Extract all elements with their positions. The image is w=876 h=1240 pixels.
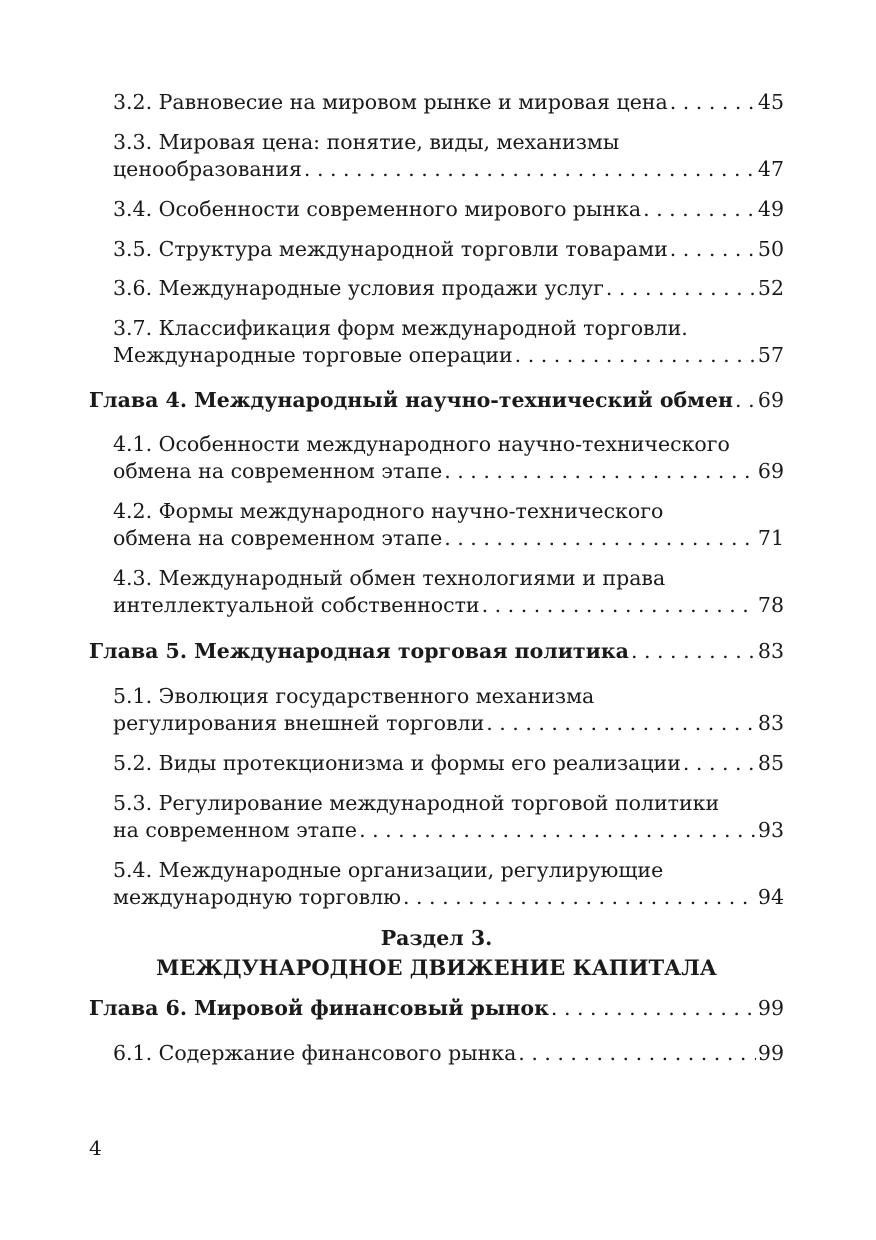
dot-leader	[515, 342, 756, 369]
toc-entry	[113, 1040, 784, 1067]
toc-entry-leader-line	[113, 236, 784, 263]
section-label: Раздел 3.	[380, 926, 493, 950]
dot-leader	[631, 638, 756, 665]
toc-entry-line: 3.3. Мировая цена: понятие, виды, механизмы	[113, 130, 620, 154]
toc-page-number: 85	[757, 751, 784, 775]
toc-entry	[113, 431, 784, 485]
toc-entry-title: регулирования внешней торговли	[113, 711, 485, 735]
toc-entry-leader-line	[113, 710, 784, 737]
dot-leader	[670, 89, 756, 116]
toc-page-number: 50	[757, 237, 784, 261]
dot-leader	[359, 817, 756, 844]
toc-entry-title: Международные торговые операции	[113, 343, 513, 367]
toc-entry-line: 4.2. Формы международного научно-технического	[113, 499, 664, 523]
dot-leader	[683, 750, 756, 777]
toc-entry-line: 4.3. Международный обмен технологиями и права	[113, 566, 666, 590]
toc-entry-leader-line	[113, 458, 784, 485]
toc-page-number: 52	[757, 276, 784, 300]
toc-entry-line: 4.1. Особенности международного научно-технического	[113, 432, 730, 456]
toc-page-number: 83	[757, 639, 784, 663]
toc-page-number: 49	[757, 197, 784, 221]
toc-entry-title: Глава 5. Международная торговая политика	[89, 639, 629, 663]
toc-entry-title: интеллектуальной собственности	[113, 593, 480, 617]
toc-entry-leader-line	[113, 196, 784, 223]
dot-leader	[403, 884, 756, 911]
toc-page-number: 94	[757, 885, 784, 909]
toc-entry	[113, 857, 784, 911]
toc-page-number: 83	[757, 711, 784, 735]
toc-entry-leader-line	[89, 638, 784, 665]
toc-entry-leader-line	[113, 817, 784, 844]
toc-entry	[113, 790, 784, 844]
toc-page-number: 71	[757, 526, 784, 550]
toc-chapter	[89, 387, 784, 414]
toc-entry	[113, 750, 784, 777]
toc-entry-leader-line	[113, 884, 784, 911]
toc-entry-leader-line	[113, 1040, 784, 1067]
toc-entry-leader-line	[113, 275, 784, 302]
toc-entry-leader-line	[89, 387, 784, 414]
toc-page-number: 47	[757, 157, 784, 181]
toc-page-number: 45	[757, 90, 784, 114]
toc-entry-title: обмена на современном этапе	[113, 526, 443, 550]
toc-entry	[113, 89, 784, 116]
section-title: МЕЖДУНАРОДНОЕ ДВИЖЕНИЕ КАПИТАЛА	[156, 955, 717, 980]
toc-entry	[113, 498, 784, 552]
dot-leader	[606, 275, 756, 302]
toc-entry	[113, 315, 784, 369]
toc-page-number: 93	[757, 818, 784, 842]
toc-entry-title: 5.2. Виды протекционизма и формы его реализации	[113, 751, 681, 775]
toc-entry-title: 6.1. Содержание финансового рынка	[113, 1041, 517, 1065]
dot-leader	[304, 156, 756, 183]
toc-entry	[113, 236, 784, 263]
toc-entry	[113, 196, 784, 223]
toc-entry-title: Глава 4. Международный научно-технический обмен	[89, 388, 734, 412]
toc-entry-title: 3.6. Международные условия продажи услуг	[113, 276, 604, 300]
toc-entry-leader-line	[113, 342, 784, 369]
dot-leader	[486, 710, 756, 737]
toc-page-number: 99	[757, 996, 784, 1020]
toc-entry	[113, 275, 784, 302]
toc-entry	[113, 683, 784, 737]
toc-entry	[113, 565, 784, 619]
toc-entry-line: 5.3. Регулирование международной торговой политики	[113, 791, 720, 815]
dot-leader	[735, 387, 756, 414]
toc-entry-line: 5.1. Эволюция государственного механизма	[113, 684, 595, 708]
toc-entry-leader-line	[89, 995, 784, 1022]
toc-entry-leader-line	[113, 89, 784, 116]
toc-entry-leader-line	[113, 592, 784, 619]
toc-entry	[113, 129, 784, 183]
toc-entry-title: на современном этапе	[113, 818, 358, 842]
toc-entry-title: Глава 6. Мировой финансовый рынок	[89, 996, 549, 1020]
dot-leader	[444, 458, 756, 485]
section-heading	[89, 923, 784, 983]
dot-leader	[518, 1040, 756, 1067]
toc-chapter	[89, 638, 784, 665]
toc-entry-leader-line	[113, 750, 784, 777]
toc-entry-leader-line	[113, 156, 784, 183]
toc-entry-title: 3.5. Структура международной торговли товарами	[113, 237, 668, 261]
toc-entry-line: 3.7. Классификация форм международной торговли.	[113, 316, 688, 340]
toc-entry-title: 3.4. Особенности современного мирового рынка	[113, 197, 642, 221]
toc-page-number: 99	[757, 1041, 784, 1065]
toc-entry-line: 5.4. Международные организации, регулирующие	[113, 858, 664, 882]
toc-page-number: 57	[757, 343, 784, 367]
toc-entry-title: международную торговлю	[113, 885, 401, 909]
dot-leader	[482, 592, 756, 619]
dot-leader	[551, 995, 756, 1022]
toc-entry-leader-line	[113, 525, 784, 552]
toc-entry-title: 3.2. Равновесие на мировом рынке и мировая цена	[113, 90, 668, 114]
dot-leader	[444, 525, 756, 552]
page-number: 4	[89, 1136, 102, 1160]
toc-page-number: 69	[757, 388, 784, 412]
toc-entry-title: ценообразования	[113, 157, 302, 181]
dot-leader	[670, 236, 756, 263]
toc-page-number: 69	[757, 459, 784, 483]
dot-leader	[643, 196, 756, 223]
toc-entry-title: обмена на современном этапе	[113, 459, 443, 483]
toc-page-number: 78	[757, 593, 784, 617]
toc-chapter	[89, 995, 784, 1022]
